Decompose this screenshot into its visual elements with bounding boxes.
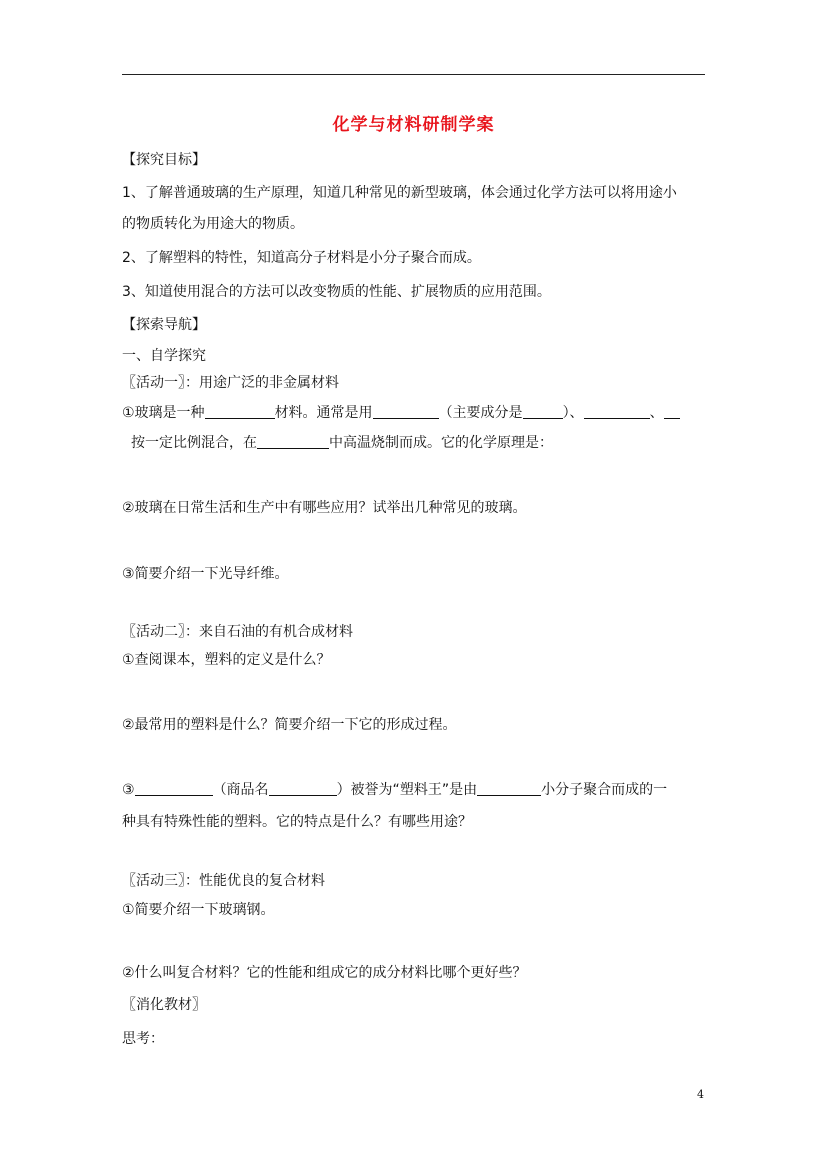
page-title: 化学与材料研制学案	[332, 115, 495, 135]
q1-text-d: ）、	[562, 405, 584, 421]
question-4: ①查阅课本，塑料的定义是什么？	[122, 652, 331, 668]
section-nav-heading: 【探索导航】	[122, 317, 206, 333]
goal-1-line-1: 1、了解普通玻璃的生产原理，知道几种常见的新型玻璃，体会通过化学方法可以将用途小	[122, 185, 677, 201]
think-label: 思考：	[122, 1031, 164, 1047]
question-1-line-1	[122, 404, 680, 422]
q6-text-c: ）被誉为“塑料王”是由	[336, 782, 478, 798]
q1-text-f: 按一定比例混合，在	[131, 435, 257, 451]
fill-blank[interactable]	[584, 404, 650, 419]
q1-text-g: 中高温烧制而成。它的化学原理是：	[329, 435, 553, 451]
q6-text-d: 小分子聚合而成的一	[541, 782, 668, 798]
page-number: 4	[697, 1088, 704, 1101]
fill-blank[interactable]	[373, 404, 439, 419]
header-rule	[122, 74, 705, 75]
goal-3: 3、知道使用混合的方法可以改变物质的性能、扩展物质的应用范围。	[122, 284, 551, 300]
question-7: ①简要介绍一下玻璃钢。	[122, 902, 275, 918]
question-8: ②什么叫复合材料？它的性能和组成它的成分材料比哪个更好些？	[122, 965, 527, 981]
fill-blank[interactable]	[523, 404, 563, 419]
question-3: ③简要介绍一下光导纤维。	[122, 566, 289, 582]
question-6-line-1	[122, 781, 667, 799]
question-5: ②最常用的塑料是什么？简要介绍一下它的形成过程。	[122, 717, 457, 733]
fill-blank[interactable]	[205, 404, 275, 419]
activity-2-heading: 〖活动二〗：来自石油的有机合成材料	[122, 624, 353, 640]
goal-2: 2、了解塑料的特性，知道高分子材料是小分子聚合而成。	[122, 250, 481, 266]
digest-heading: 〖消化教材〗	[122, 997, 206, 1013]
q1-text-e: 、	[649, 405, 664, 421]
question-2: ②玻璃在日常生活和生产中有哪些应用？试举出几种常见的玻璃。	[122, 500, 527, 516]
q1-text-a: ①玻璃是一种	[122, 405, 205, 421]
activity-3-heading: 〖活动三〗：性能优良的复合材料	[122, 873, 325, 889]
question-6-line-2: 种具有特殊性能的塑料。它的特点是什么？有哪些用途？	[122, 814, 472, 830]
fill-blank[interactable]	[257, 434, 329, 449]
fill-blank[interactable]	[135, 781, 213, 796]
fill-blank[interactable]	[269, 781, 337, 796]
goal-1-line-2: 的物质转化为用途大的物质。	[122, 216, 304, 232]
fill-blank[interactable]	[664, 404, 680, 419]
part-1-heading: 一、自学探究	[122, 348, 206, 364]
section-goals-heading: 【探究目标】	[122, 152, 206, 168]
q1-text-b: 材料。通常是用	[274, 405, 373, 421]
q6-text-a: ③	[122, 782, 135, 798]
question-1-line-2	[131, 434, 553, 452]
activity-1-heading: 〖活动一〗：用途广泛的非金属材料	[122, 375, 339, 391]
q1-text-c: （主要成分是	[438, 405, 523, 421]
fill-blank[interactable]	[477, 781, 541, 796]
q6-text-b: （商品名	[212, 782, 269, 798]
